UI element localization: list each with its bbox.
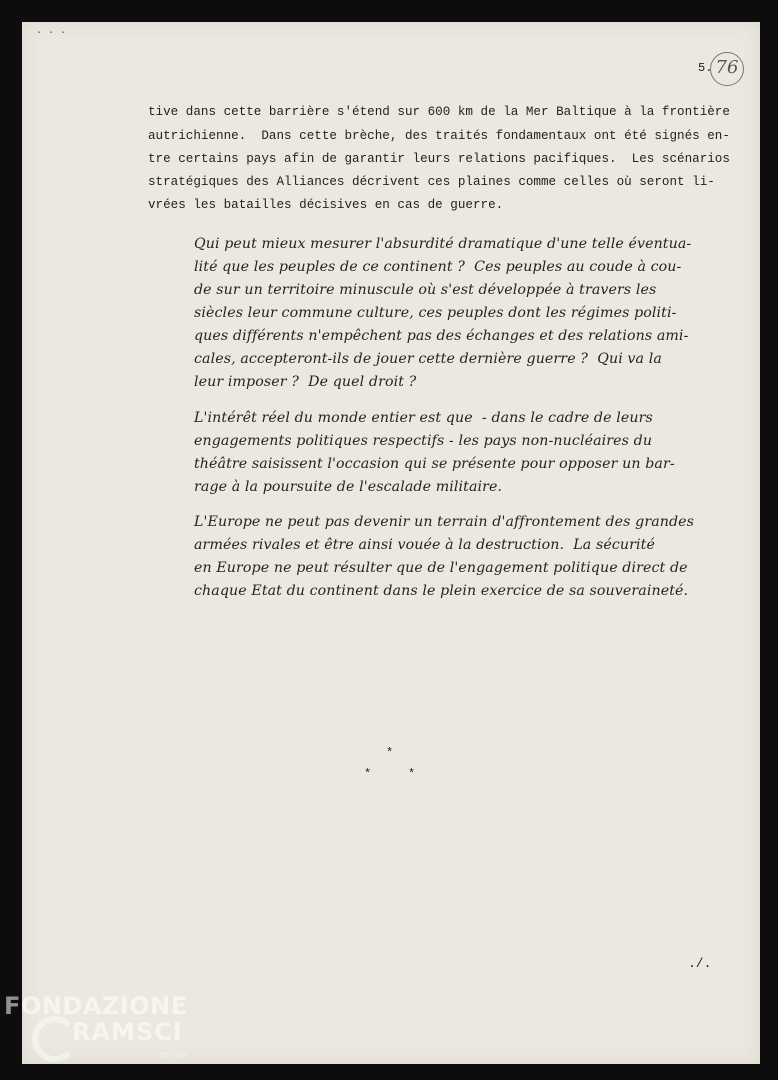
separator-star: * [386, 746, 394, 760]
archive-number-stamp: 76 [710, 52, 744, 86]
continuation-mark: ./. [688, 956, 712, 971]
watermark-suffix: onlus [160, 1050, 187, 1061]
separator-star: * [364, 767, 372, 781]
script-line: ques différents n'empêchent pas des échanges et des relations ami- [194, 328, 689, 344]
separator-star: * [408, 767, 416, 781]
typed-line: tive dans cette barrière s'étend sur 600 km de la Mer Baltique à la frontière [148, 105, 730, 119]
script-line: rage à la poursuite de l'escalade militaire. [194, 479, 503, 495]
script-line: L'Europe ne peut pas devenir un terrain d'affrontement des grandes [194, 514, 695, 530]
script-line: cales, accepteront-ils de jouer cette dernière guerre ? Qui va la [194, 351, 662, 367]
script-line: L'intérêt réel du monde entier est que - dans le cadre de leurs [194, 410, 653, 426]
typed-line: autrichienne. Dans cette brèche, des traités fondamentaux ont été signés en- [148, 129, 730, 143]
script-line: de sur un territoire minuscule où s'est développée à travers les [194, 282, 657, 298]
script-line: siècles leur commune culture, ces peuples dont les régimes politi- [194, 305, 677, 321]
script-line: lité que les peuples de ce continent ? Ces peuples au coude à cou- [194, 259, 682, 275]
typed-line: tre certains pays afin de garantir leurs relations pacifiques. Les scénarios [148, 152, 730, 166]
script-line: armées rivales et être ainsi vouée à la destruction. La sécurité [194, 537, 655, 553]
typed-line: stratégiques des Alliances décrivent ces plaines comme celles où seront li- [148, 175, 715, 189]
script-line: engagements politiques respectifs - les pays non-nucléaires du [194, 433, 653, 449]
watermark-line2: RAMSCI [72, 1018, 183, 1046]
typed-line: vrées les batailles décisives en cas de guerre. [148, 198, 504, 212]
script-line: chaque Etat du continent dans le plein exercice de sa souveraineté. [194, 583, 689, 599]
script-line: en Europe ne peut résulter que de l'engagement politique direct de [194, 560, 688, 576]
script-line: leur imposer ? De quel droit ? [194, 374, 417, 390]
top-marks: · · · [36, 28, 67, 39]
script-line: Qui peut mieux mesurer l'absurdité dramatique d'une telle éventua- [194, 236, 692, 252]
script-line: théâtre saisissent l'occasion qui se présente pour opposer un bar- [194, 456, 675, 472]
watermark-line1: FONDAZIONE [4, 992, 188, 1020]
document-page [22, 22, 760, 1064]
page-number: 5. [698, 61, 713, 75]
